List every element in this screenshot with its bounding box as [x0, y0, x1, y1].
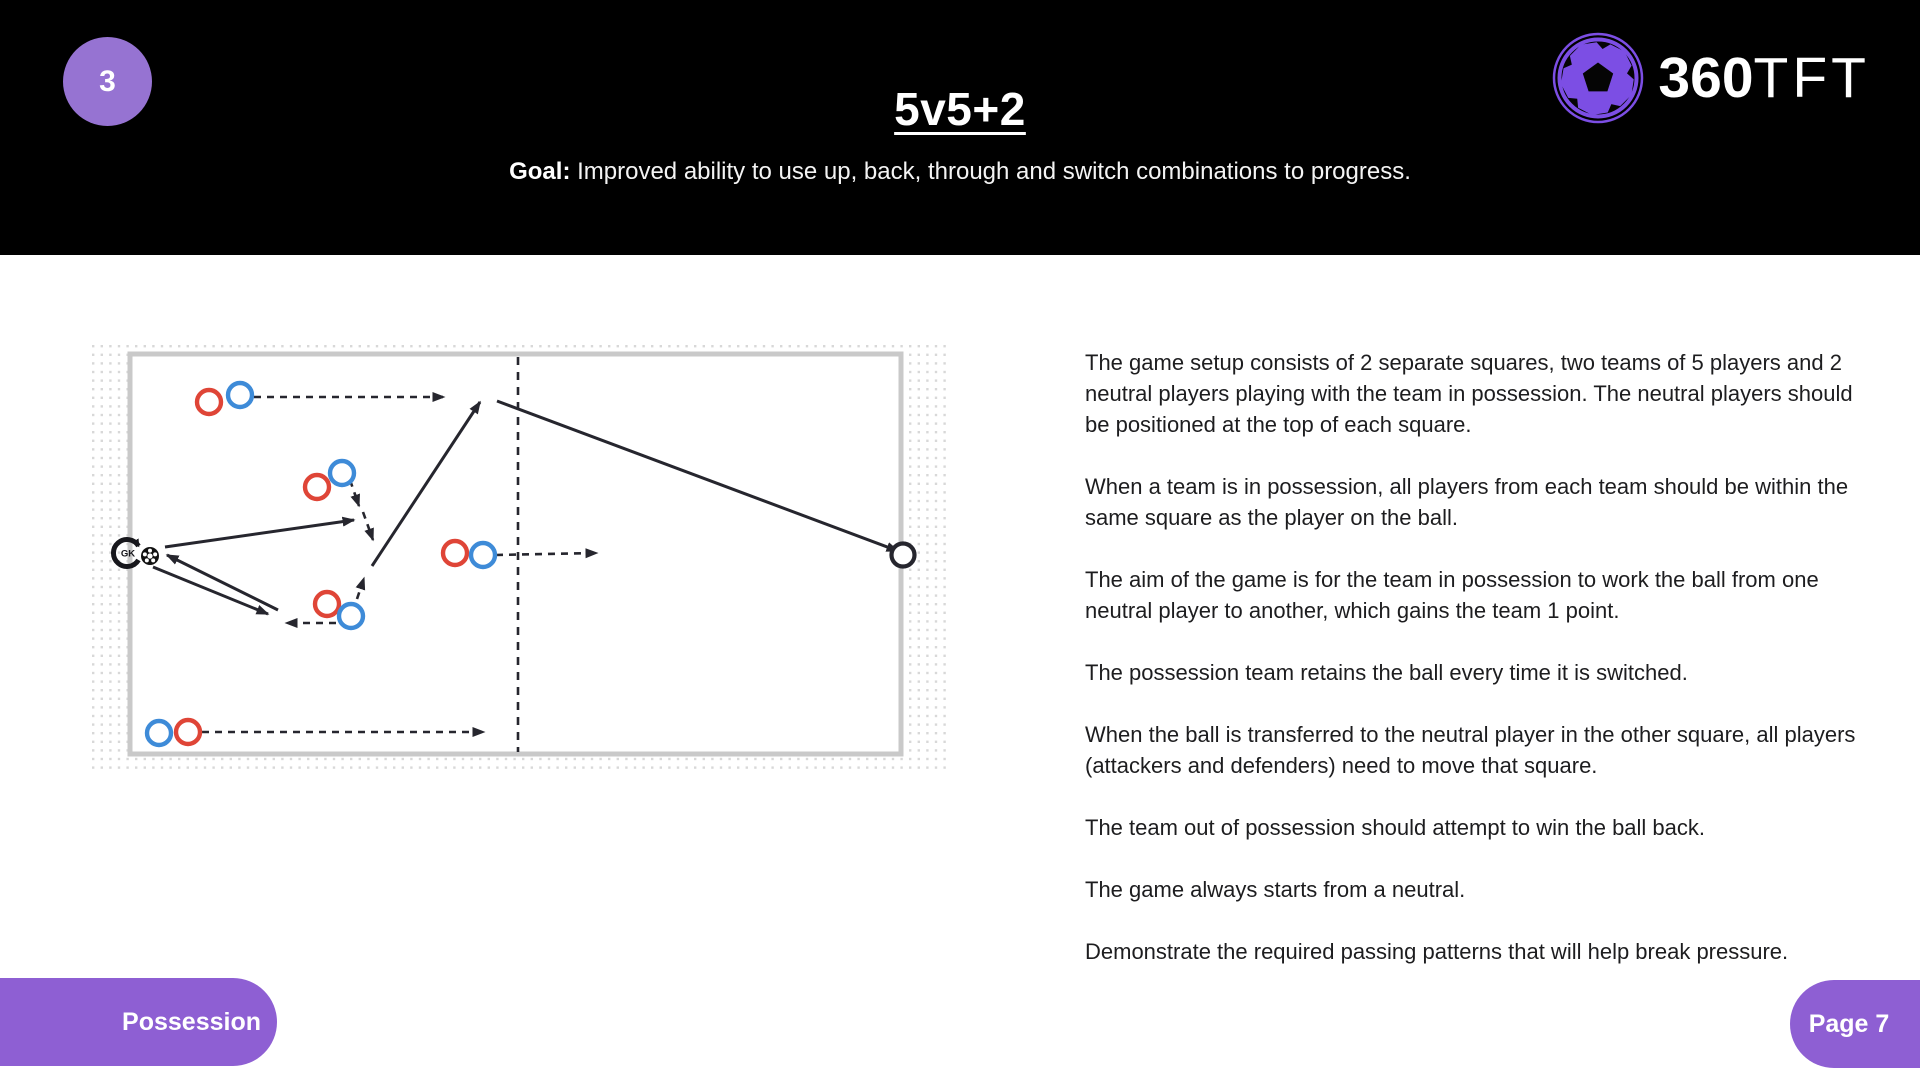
blue-player-marker [330, 461, 354, 485]
page-number-pill: Page 7 [1790, 980, 1920, 1068]
goalkeeper-label: GK [120, 548, 136, 560]
page-title: 5v5+2 [894, 83, 1026, 135]
ball-detail [143, 552, 147, 556]
red-player-marker [197, 390, 221, 414]
logo-text-bold: 360 [1658, 46, 1754, 110]
blue-player-marker [471, 543, 495, 567]
logo-text [1658, 30, 1870, 126]
red-player-marker [315, 592, 339, 616]
goal-text: Improved ability to use up, back, through and switch combinations to progress. [577, 158, 1411, 185]
description-paragraph: The aim of the game is for the team in possession to work the ball from one neutral player to another, which gains the team 1 point. [1085, 567, 1819, 623]
description-paragraph: The possession team retains the ball every time it is switched. [1085, 660, 1688, 685]
ball-detail [153, 552, 157, 556]
drill-diagram [92, 345, 950, 775]
soccer-ball-logo-icon [1552, 32, 1644, 124]
logo-text-light: TFT [1753, 46, 1870, 110]
description-paragraph: When a team is in possession, all players from each team should be within the same square as the player on the ball. [1085, 474, 1849, 530]
neutral-player-marker [892, 544, 915, 567]
ball-detail [147, 553, 152, 558]
header [0, 0, 1920, 255]
red-player-marker [443, 541, 467, 565]
description-paragraph: The team out of possession should attempt to win the ball back. [1085, 815, 1706, 840]
logo-360tft [1552, 30, 1870, 126]
goal-label: Goal: [509, 158, 571, 185]
description-paragraph: When the ball is transferred to the neutral player in the other square, all players (attackers and defenders) need to move that square. [1085, 722, 1856, 778]
ball-detail [151, 558, 155, 562]
description-text [1085, 347, 1867, 998]
blue-player-marker [228, 383, 252, 407]
ball-detail [145, 558, 149, 562]
red-player-marker [176, 720, 200, 744]
category-pill: Possession [0, 978, 277, 1066]
blue-player-marker [147, 721, 171, 745]
ball-detail [148, 549, 152, 553]
pitch-diagram-svg [92, 345, 950, 775]
goal-line [0, 158, 1920, 186]
blue-player-marker [339, 604, 363, 628]
red-player-marker [305, 475, 329, 499]
description-paragraph: Demonstrate the required passing patterns that will help break pressure. [1085, 939, 1789, 964]
description-paragraph: The game setup consists of 2 separate squares, two teams of 5 players and 2 neutral players playing with the team in possession. The neutral players should be positioned at the top of each square. [1085, 350, 1853, 437]
description-paragraph: The game always starts from a neutral. [1085, 877, 1466, 902]
session-number-badge: 3 [63, 37, 152, 126]
